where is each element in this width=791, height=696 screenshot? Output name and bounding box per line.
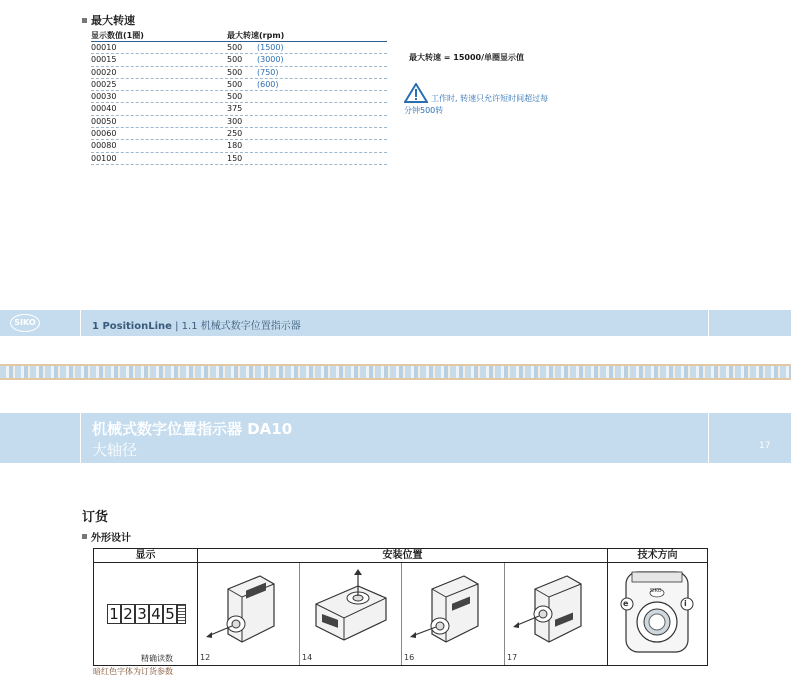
direction-i-mark: i [684, 599, 687, 608]
mount-position-number: 16 [404, 653, 415, 662]
speed-table-row [91, 42, 387, 54]
speed-table-row [91, 91, 387, 103]
counter-digit: 2 [121, 604, 135, 624]
speed-extra-value: (3000) [257, 55, 284, 65]
breadcrumb-separator: | [175, 321, 179, 332]
mount-position-12-illustration [198, 564, 299, 665]
speed-value: 300 [227, 116, 243, 126]
mount-position-17-illustration [505, 564, 607, 665]
speed-value: 150 [227, 153, 243, 163]
max-speed-heading [82, 12, 135, 28]
max-speed-title: 最大转速 [91, 14, 135, 27]
fine-reading-label: 精确读数 [141, 654, 173, 663]
band-divider [708, 310, 709, 336]
rotation-direction-illustration [608, 564, 707, 665]
counter-digit: 3 [135, 604, 149, 624]
direction-e-mark: e [623, 599, 629, 608]
speed-value: 500 [227, 43, 243, 52]
speed-value: 500 [227, 67, 243, 77]
speed-value: 180 [227, 141, 243, 151]
mount-position-number: 12 [200, 653, 211, 662]
band-divider [80, 310, 81, 336]
mount-position-number: 17 [507, 653, 518, 662]
header-band [0, 310, 791, 336]
display-value: 00030 [91, 92, 117, 102]
counter-digit: 4 [149, 604, 163, 624]
speed-table-row [91, 116, 387, 128]
display-value: 00080 [91, 141, 117, 151]
mount-position-number: 14 [302, 653, 313, 662]
speed-table [91, 30, 387, 165]
breadcrumb-line: 1 PositionLine [92, 321, 172, 332]
display-value: 00015 [91, 55, 117, 65]
breadcrumb [92, 317, 301, 332]
page-number: 17 [759, 441, 771, 451]
display-value: 00025 [91, 79, 117, 89]
speed-value: 375 [227, 104, 243, 114]
display-value: 00040 [91, 104, 117, 114]
fine-reading-scale-icon [177, 604, 186, 624]
speed-table-row [91, 103, 387, 115]
mounting-header: 安装位置 [198, 549, 607, 563]
col-display-header: 显示数值(1圈) [91, 31, 144, 40]
decorative-stripe [0, 364, 791, 380]
counter-display [107, 604, 186, 624]
band-divider [708, 413, 709, 463]
mount-position-16-illustration [402, 564, 504, 665]
speed-table-row [91, 153, 387, 165]
display-value: 00050 [91, 116, 117, 126]
bullet-icon [82, 534, 87, 539]
design-grid [93, 548, 708, 666]
speed-extra-value: (750) [257, 67, 279, 77]
speed-table-row [91, 140, 387, 152]
mount-position-14-illustration [300, 564, 401, 665]
speed-value: 500 [227, 92, 243, 102]
page-title: 机械式数字位置指示器 DA10 [92, 420, 293, 438]
speed-extra-value: (1500) [257, 43, 284, 52]
display-value: 00060 [91, 129, 117, 139]
speed-value: 500 [227, 55, 243, 65]
design-title: 外形设计 [91, 533, 131, 544]
speed-extra-value: (600) [257, 79, 279, 89]
siko-logo: SIKO [10, 314, 40, 332]
title-band [0, 413, 791, 463]
display-value: 00010 [91, 43, 117, 52]
speed-value: 250 [227, 129, 243, 139]
counter-digit: 1 [107, 604, 121, 624]
speed-table-row [91, 67, 387, 79]
speed-table-row [91, 79, 387, 91]
col-speed-header: 最大转速(rpm) [227, 31, 285, 40]
speed-value: 500 [227, 79, 243, 89]
speed-table-row [91, 128, 387, 140]
page-subtitle: 大轴径 [92, 441, 138, 459]
speed-formula: 最大转速 = 15000/单圈显示值 [409, 53, 525, 62]
bullet-icon [82, 18, 87, 23]
display-header: 显示 [94, 549, 197, 563]
order-parameter-note: 暗红色字体为订货参数 [93, 667, 173, 676]
band-divider [80, 413, 81, 463]
warning-text: 工作时, 转速只允许短时间超过每分钟500转 [404, 94, 549, 115]
display-value: 00100 [91, 153, 117, 163]
breadcrumb-section: 1.1 机械式数字位置指示器 [181, 321, 301, 332]
order-title: 订货 [82, 510, 109, 525]
speed-table-header [91, 30, 387, 42]
direction-header: 技术方向 [608, 549, 707, 563]
direction-logo: SIKO [650, 588, 662, 594]
display-value: 00020 [91, 67, 117, 77]
design-heading [82, 529, 131, 544]
counter-digit: 5 [163, 604, 177, 624]
speed-table-row [91, 54, 387, 66]
